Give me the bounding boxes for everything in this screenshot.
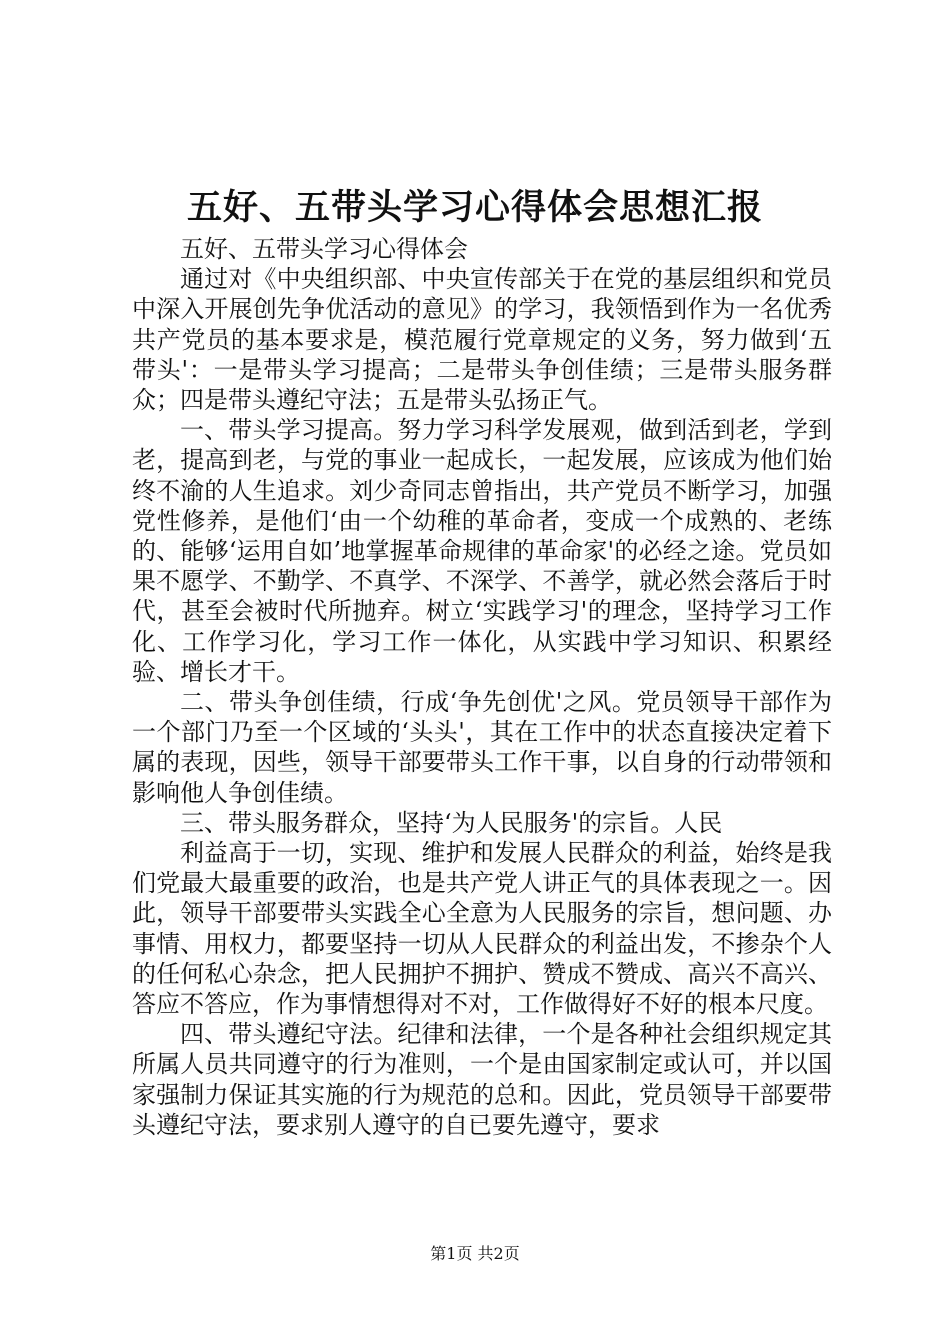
paragraph-law: 四、带头遵纪守法。纪律和法律，一个是各种社会组织规定其所属人员共同遵守的行为准则，一个是由国家制定或认可，并以国家强制力保证其实施的行为规范的总和。因此，党员领导干部要带头遵纪守法，要求别人遵守的自已要先遵守，要求 — [132, 1020, 832, 1139]
paragraph-study: 一、带头学习提高。努力学习科学发展观，做到活到老，学到老，提高到老，与党的事业一起成长，一起发展，应该成为他们始终不渝的人生追求。刘少奇同志曾指出，共产党员不断学习，加强党性修养，是他们‘由一个幼稚的革命者，变成一个成熟的、老练的、能够‘运用自如’地掌握革命规律的革命家'的必经之途。党员如果不愿学、不勤学、不真学、不深学、不善学，就必然会落后于时代，甚至会被时代所抛弃。树立‘实践学习'的理念，坚持学习工作化、工作学习化，学习工作一体化，从实践中学习知识、积累经验、增长才干。 — [132, 416, 832, 686]
paragraph-intro: 通过对《中央组织部、中央宣传部关于在党的基层组织和党员中深入开展创先争优活动的意见》的学习，我领悟到作为一名优秀共产党员的基本要求是，模范履行党章规定的义务，努力做到‘五带头'：一是带头学习提高；二是带头争创佳绩；三是带头服务群众；四是带头遵纪守法；五是带头弘扬正气。 — [132, 265, 832, 415]
page-number-footer: 第1页 共2页 — [430, 1244, 520, 1263]
paragraph-serve: 利益高于一切，实现、维护和发展人民群众的利益，始终是我们党最大最重要的政治，也是共产党人讲正气的具体表现之一。因此，领导干部要带头实践全心全意为人民服务的宗旨，想问题、办事情、用权力，都要坚持一切从人民群众的利益出发，不掺杂个人的任何私心杂念，把人民拥护不拥护、赞成不赞成、高兴不高兴、答应不答应，作为事情想得对不对，工作做得好不好的根本尺度。 — [132, 839, 832, 1019]
document-body — [132, 234, 832, 1140]
paragraph-subtitle: 五好、五带头学习心得体会 — [180, 235, 468, 263]
document-title: 五好、五带头学习心得体会思想汇报 — [186, 187, 763, 228]
paragraph-serve-heading: 三、带头服务群众，坚持‘为人民服务'的宗旨。人民 — [180, 808, 723, 837]
paragraph-excellence: 二、带头争创佳绩，行成‘争先创优'之风。党员领导干部作为一个部门乃至一个区域的‘头头'，其在工作中的状态直接决定着下属的表现，因些，领导干部要带头工作干事，以自身的行动带领和影响他人争创佳绩。 — [132, 688, 832, 807]
